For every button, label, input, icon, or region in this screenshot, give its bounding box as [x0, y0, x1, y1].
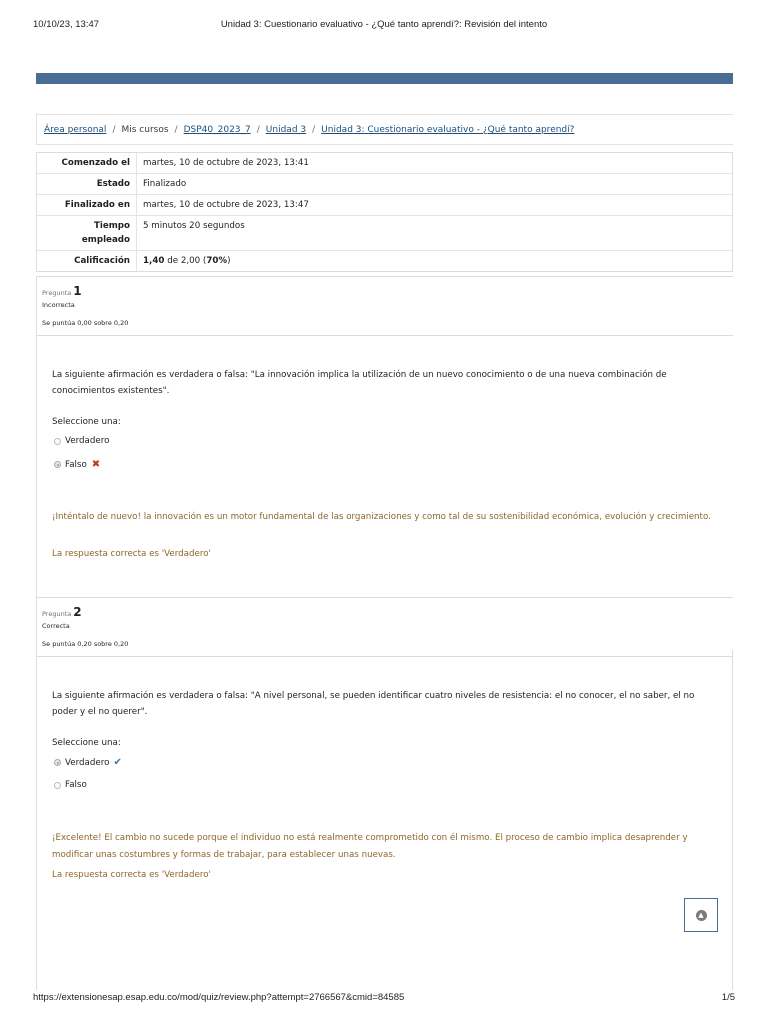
answer-prompt: Seleccione una: [52, 738, 121, 748]
question-prefix: Pregunta [42, 610, 72, 618]
question-feedback: ¡Excelente! El cambio no sucede porque el individuo no está realmente comprometido con él mismo. El proceso de cambio implica desaprender y modificar unas costumbres y formas de trabajar, para establecer unas nuevas. [52, 833, 688, 860]
summary-label [37, 216, 137, 250]
correct-check-icon: ✔ [113, 757, 122, 768]
question-number-value: 1 [73, 284, 82, 298]
question-number-value: 2 [73, 605, 82, 619]
summary-value [137, 251, 237, 271]
summary-label-line: empleado [81, 235, 130, 245]
grade-score: 1,40 [143, 256, 165, 266]
breadcrumb-link-unit[interactable]: Unidad 3 [265, 125, 307, 135]
question-info-2 [36, 597, 733, 657]
radio-button[interactable] [54, 438, 61, 445]
chevron-up-icon: ▲ [696, 910, 707, 921]
question-feedback: ¡Inténtalo de nuevo! la innovación es un motor fundamental de las organizaciones y como tal de su sostenibilidad económica, evolución y crecimiento. [52, 512, 711, 522]
print-header [0, 19, 768, 33]
question-number [42, 284, 82, 298]
answer-option-falso[interactable] [54, 780, 87, 790]
question-text: La siguiente afirmación es verdadera o falsa: "A nivel personal, se pueden identificar cuatro niveles de resistencia: el no conocer, el no saber, el no poder y el no querer". [52, 691, 695, 717]
breadcrumb [44, 125, 574, 135]
breadcrumb-item-mis-cursos: Mis cursos [121, 125, 169, 135]
top-navbar [36, 73, 733, 84]
breadcrumb-link-course[interactable]: DSP40_2023_7 [183, 125, 251, 135]
question-body-2 [36, 657, 733, 990]
summary-row-state [37, 174, 732, 195]
summary-value: martes, 10 de octubre de 2023, 13:47 [143, 200, 309, 210]
summary-value: Finalizado [143, 179, 187, 189]
answer-option-label: Verdadero [65, 436, 110, 446]
breadcrumb-link-quiz[interactable]: Unidad 3: Cuestionario evaluativo - ¿Qué tanto aprendí? [321, 125, 575, 135]
summary-label: Comenzado el [37, 153, 137, 173]
summary-label: Estado [37, 174, 137, 194]
answer-option-label: Falso [65, 780, 87, 790]
summary-label-line: Tiempo [93, 221, 130, 231]
question-state: Correcta [42, 622, 70, 630]
answer-prompt: Seleccione una: [52, 417, 121, 427]
attempt-summary-table [36, 152, 733, 272]
breadcrumb-separator: / [312, 125, 316, 135]
question-grade: Se puntúa 0,20 sobre 0,20 [42, 640, 129, 648]
print-datetime: 10/10/23, 13:47 [33, 19, 100, 30]
radio-button-selected[interactable] [54, 461, 61, 468]
back-to-top-button[interactable] [684, 898, 718, 932]
print-title: Unidad 3: Cuestionario evaluativo - ¿Qué tanto aprendí?: Revisión del intento [220, 19, 548, 30]
question-number [42, 605, 82, 619]
breadcrumb-separator: / [256, 125, 260, 135]
answer-option-label: Verdadero [65, 757, 110, 768]
question-text: La siguiente afirmación es verdadera o falsa: "La innovación implica la utilización de un nuevo conocimiento o de una nueva combinación de conocimientos existentes". [52, 370, 667, 396]
answer-option-falso[interactable] [54, 459, 100, 470]
correct-answer-text: La respuesta correcta es 'Verdadero' [52, 870, 211, 880]
print-footer [0, 992, 768, 1006]
summary-value: martes, 10 de octubre de 2023, 13:41 [143, 158, 309, 168]
print-page-number: 1/5 [721, 992, 735, 1003]
summary-label: Finalizado en [37, 195, 137, 215]
correct-answer-text: La respuesta correcta es 'Verdadero' [52, 549, 211, 559]
radio-button[interactable] [54, 782, 61, 789]
question-prefix: Pregunta [42, 289, 72, 297]
summary-row-grade [37, 251, 732, 271]
question-grade: Se puntúa 0,00 sobre 0,20 [42, 319, 129, 327]
grade-end: ) [227, 256, 231, 266]
summary-row-started [37, 153, 732, 174]
answer-option-label: Falso [65, 459, 87, 470]
summary-value: 5 minutos 20 segundos [143, 221, 245, 231]
question-body-1 [36, 336, 733, 598]
grade-mid: de 2,00 ( [164, 256, 207, 266]
answer-option-verdadero[interactable] [54, 436, 109, 446]
print-url: https://extensionesap.esap.edu.co/mod/quiz/review.php?attempt=2766567&cmid=84585 [33, 992, 405, 1003]
summary-row-finished [37, 195, 732, 216]
content-border [732, 650, 733, 990]
breadcrumb-link-area-personal[interactable]: Área personal [44, 125, 107, 135]
breadcrumb-separator: / [174, 125, 178, 135]
question-info-1 [36, 276, 733, 336]
radio-button-selected[interactable] [54, 759, 61, 766]
summary-row-time [37, 216, 732, 251]
grade-percent: 70% [206, 256, 228, 266]
question-state: Incorrecta [42, 301, 75, 309]
breadcrumb-container [36, 114, 733, 145]
breadcrumb-separator: / [112, 125, 116, 135]
summary-label: Calificación [37, 251, 137, 271]
answer-option-verdadero[interactable] [54, 757, 122, 768]
incorrect-cross-icon: ✖ [91, 459, 101, 470]
